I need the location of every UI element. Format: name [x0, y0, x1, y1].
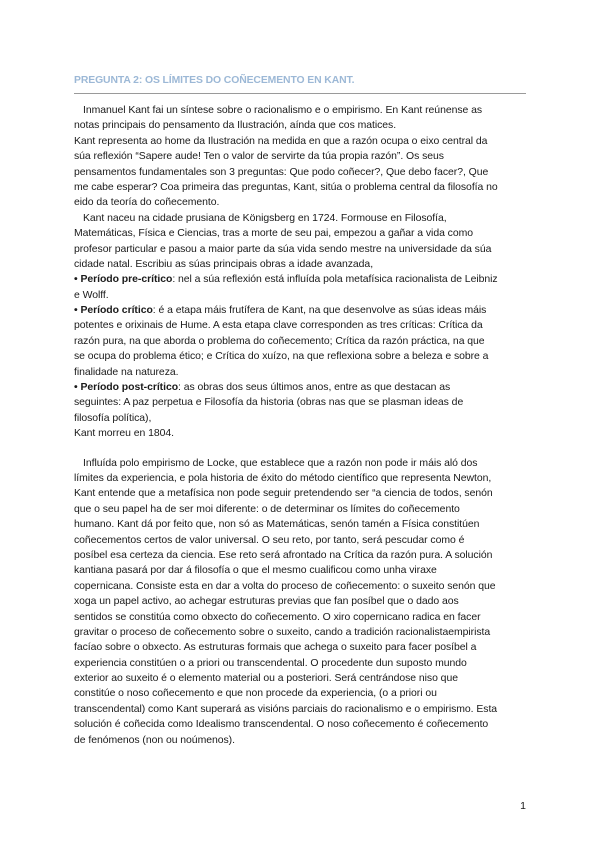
period-post-critico [74, 380, 530, 395]
death-line: Kant morreu en 1804. [74, 428, 174, 440]
paragraph-line: facíao sobre o obxecto. As estruturas formais que achega o suxeito para facer posíbel a [74, 642, 477, 654]
paragraph-line: finalidade na natureza. [74, 366, 179, 378]
paragraph-line: solución é coñecida como Idealismo transcendental. O noso coñecemento é coñecemento [74, 719, 489, 731]
paragraph-line: potentes e orixinais de Hume. A esta etapa clave corresponden as tres críticas: Crítica da [74, 320, 483, 332]
period-label: • Período pre-crítico [74, 274, 173, 286]
paragraph-line: pensamentos fundamentales son 3 preguntas: Que podo coñecer?, Que debo facer?, Que [74, 166, 489, 178]
paragraph-line: Kant naceu na cidade prusiana de Königsberg en 1724. Formouse en Filosofía, [83, 212, 447, 224]
paragraph-line: súa reflexión “Sapere aude! Ten o valor de servirte da túa propia razón”. Os seus [74, 151, 444, 163]
paragraph-line: razón pura, na que aborda o problema do coñecemento; Crítica da razón práctica, na que [74, 335, 485, 347]
paragraph-line: e Wolff. [74, 289, 109, 301]
paragraph-line: gravitar o proceso de coñecemento sobre o suxeito, cando a tradición racionalistaempirista [74, 626, 491, 638]
page-number: 1 [520, 800, 526, 812]
paragraph-line: humano. Kant dá por feito que, non só as Matemáticas, senón tamén a Física constitúen [74, 519, 480, 531]
period-label: • Período post-crítico [74, 382, 179, 394]
period-critico [74, 303, 530, 318]
period-label: • Período crítico [74, 305, 153, 317]
period-text: : nel a súa reflexión está influída pola metafísica racionalista de Leibniz [172, 274, 498, 286]
body-text [74, 103, 530, 748]
paragraph-line: filosofía política), [74, 412, 152, 424]
paragraph-line: se ocupa do problema ético; e Crítica do xuízo, na que reflexiona sobre a beleza e sobre a [74, 351, 489, 363]
paragraph-line: posíbel esa certeza da ciencia. Ese reto será afrontado na Crítica da razón pura. A solución [74, 549, 493, 561]
paragraph-line: Matemáticas, Física e Ciencias, tras a morte de seu pai, empezou a gañar a vida como [74, 228, 473, 240]
paragraph-line: kantiana pasará por dar á filosofía o que el mesmo cualificou como unha viraxe [74, 565, 437, 577]
period-pre-critico [74, 272, 530, 287]
paragraph-line: xoga un papel activo, ao achegar estruturas previas que fan posíbel que o dado aos [74, 596, 459, 608]
paragraph-line: Kant representa ao home da Ilustración na medida en que a razón ocupa o eixo central da [74, 135, 488, 147]
paragraph-line: experiencia constitúen o a priori ou transcendental. O procedente dun suposto mundo [74, 657, 467, 669]
paragraph-line: constitúe o noso coñecemento e que non procede da experiencia, (o a priori ou [74, 688, 437, 700]
paragraph-line: exterior ao suxeito é o elemento material ou a posteriori. Será centrándose niso que [74, 673, 458, 685]
paragraph-line: profesor particular e pasou a maior parte da súa vida sendo mestre na universidade da súa [74, 243, 492, 255]
paragraph-line: Influída polo empirismo de Locke, que establece que a razón non pode ir máis aló dos [83, 457, 478, 469]
paragraph-line: seguintes: A paz perpetua e Filosofía da historia (obras nas que se plasman ideas de [74, 397, 464, 409]
paragraph-line: que o seu papel ha de ser moi diferente: o de determinar os límites do coñecemento [74, 503, 460, 515]
paragraph-line: límites da experiencia, e pola historia de éxito do método científico que representa Newton, [74, 472, 492, 484]
period-text: : é a etapa máis frutífera de Kant, na que desenvolve as súas ideas máis [152, 305, 487, 317]
paragraph-line: Inmanuel Kant fai un síntese sobre o racionalismo e o empirismo. En Kant reúnense as [83, 105, 483, 116]
paragraph-line: transcendental) como Kant superará as visións parciais do racionalismo e o empirismo. Esta [74, 703, 498, 715]
paragraph-line: copernicana. Consiste esta en dar a volta do proceso de coñecemento: o suxeito senón que [74, 580, 496, 592]
paragraph-line: notas principais do pensamento da Ilustración, aínda que cos matices. [74, 120, 397, 132]
paragraph-line: eido da teoría do coñecemento. [74, 197, 220, 209]
paragraph-line: cidade natal. Escribiu as súas principais obras a idade avanzada, [74, 258, 374, 270]
paragraph-line: me cabe esperar? Coa primeira das preguntas, Kant, sitúa o problema central da filosofía no [74, 181, 498, 193]
paragraph-line: Kant entende que a metafísica non pode seguir pretendendo ser “a ciencia de todos, senón [74, 488, 493, 500]
page-title: PREGUNTA 2: OS LÍMITES DO COÑECEMENTO EN KANT. [74, 75, 355, 86]
period-text: : as obras dos seus últimos anos, entre as que destacan as [178, 382, 451, 394]
paragraph-line: de fenómenos (non ou noúmenos). [74, 734, 235, 746]
paragraph-line: sentidos se constitúa como obxecto do coñecemento. O xiro copernicano radica en facer [74, 611, 481, 623]
title-divider [74, 93, 526, 94]
paragraph-gap [74, 442, 530, 456]
paragraph-line: coñecementos certos de valor universal. O seu reto, por tanto, será pescudar como é [74, 534, 465, 546]
